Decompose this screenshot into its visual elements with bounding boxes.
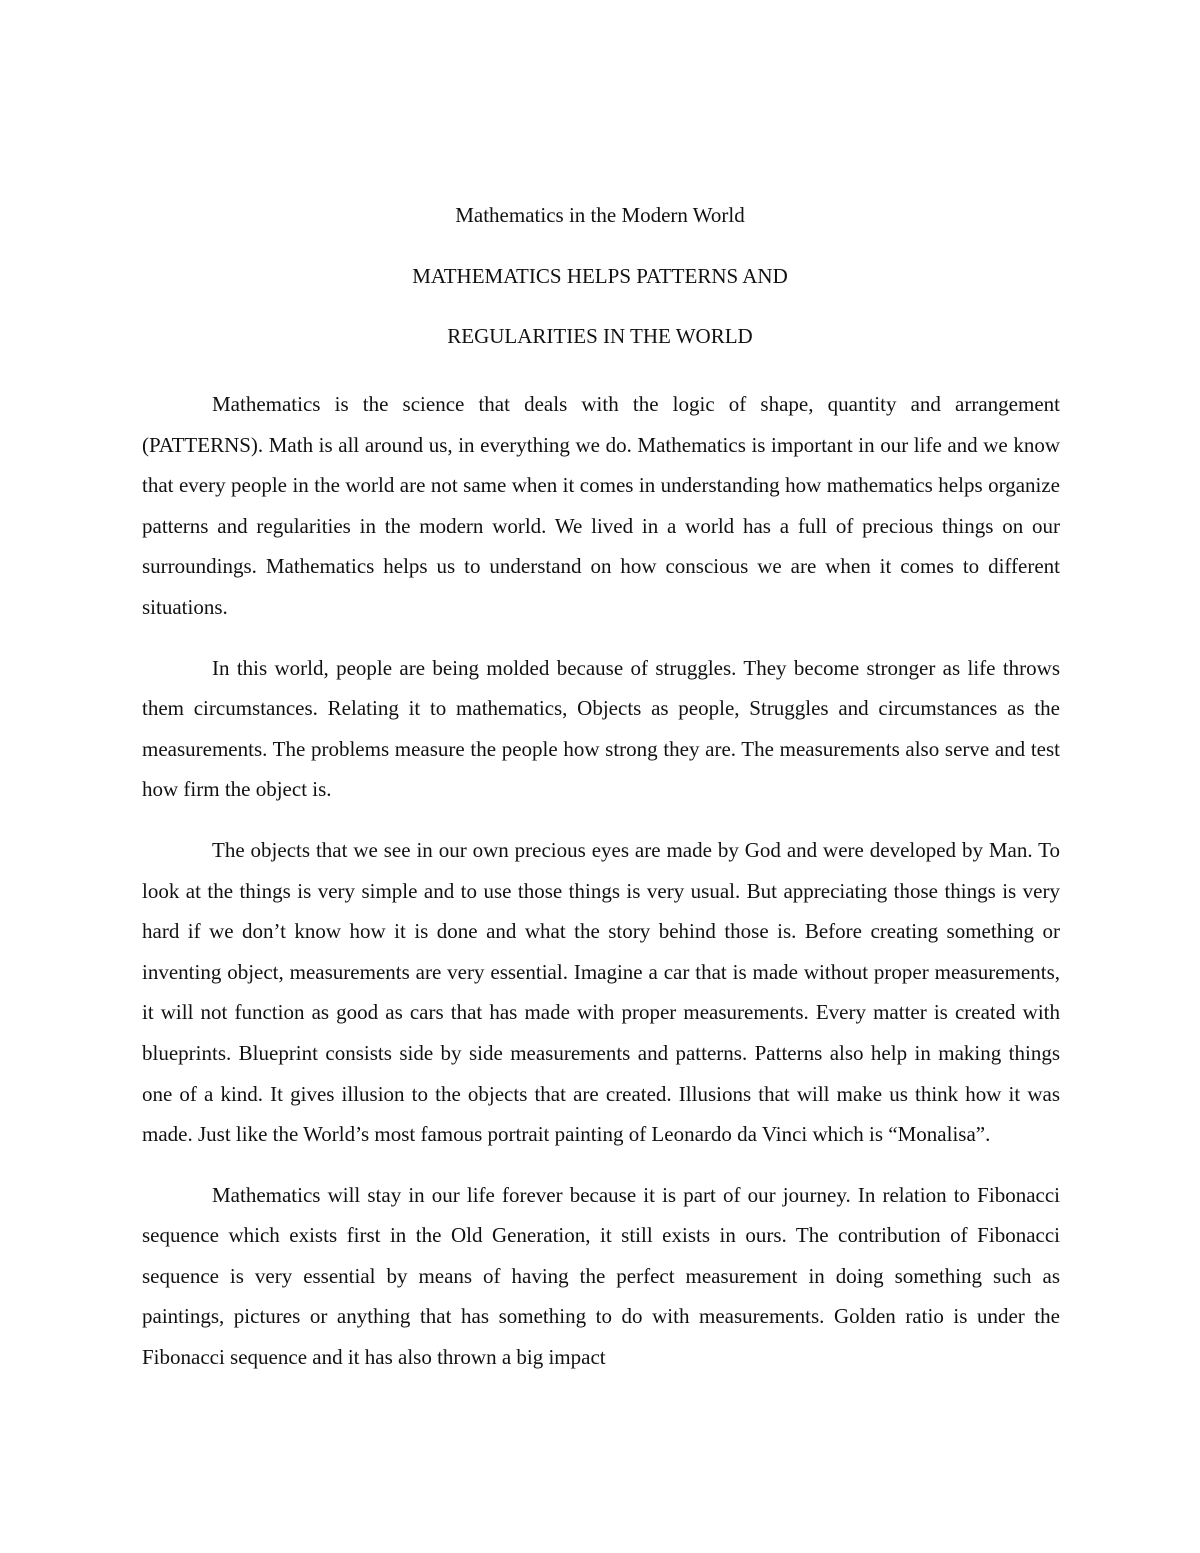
paragraph-3: The objects that we see in our own precious eyes are made by God and were developed by Man. To look at the things is very simple and to use those things is very usual. But appreciating those things is very hard if we don’t know how it is done and what the story behind those is. Before creating something or inventing object, measurements are very essential. Imagine a car that is made without proper measurements, it will not function as good as cars that has made with proper measurements. Every matter is created with blueprints. Blueprint consists side by side measurements and patterns. Patterns also help in making things one of a kind. It gives illusion to the objects that are created. Illusions that will make us think how it was made. Just like the World’s most famous portrait painting of Leonardo da Vinci which is “Monalisa”. bbox=[142, 837, 1060, 1147]
essay-title-line-2: REGULARITIES IN THE WORLD bbox=[447, 324, 753, 348]
paragraph-4: Mathematics will stay in our life forever because it is part of our journey. In relation to Fibonacci sequence which exists first in the Old Generation, it still exists in ours. The contribution of Fibonacci sequence is very essential by means of having the perfect measurement in doing something such as paintings, pictures or anything that has something to do with measurements. Golden ratio is under the Fibonacci sequence and it has also thrown a big impact bbox=[142, 1182, 1060, 1370]
course-title: Mathematics in the Modern World bbox=[455, 203, 745, 227]
essay-body bbox=[142, 384, 1060, 1398]
essay-title-line-1: MATHEMATICS HELPS PATTERNS AND bbox=[412, 264, 788, 288]
paragraph-2: In this world, people are being molded because of struggles. They become stronger as life throws them circumstances. Relating it to mathematics, Objects as people, Struggles and circumstances as the measurements. The problems measure the people how strong they are. The measurements also serve and test how firm the object is. bbox=[142, 655, 1060, 802]
paragraph-1: Mathematics is the science that deals with the logic of shape, quantity and arrangement (PATTERNS). Math is all around us, in everything we do. Mathematics is important in our life and we know that every people in the world are not same when it comes in understanding how mathematics helps organize patterns and regularities in the modern world. We lived in a world has a full of precious things on our surroundings. Mathematics helps us to understand on how conscious we are when it comes to different situations. bbox=[142, 392, 1060, 619]
